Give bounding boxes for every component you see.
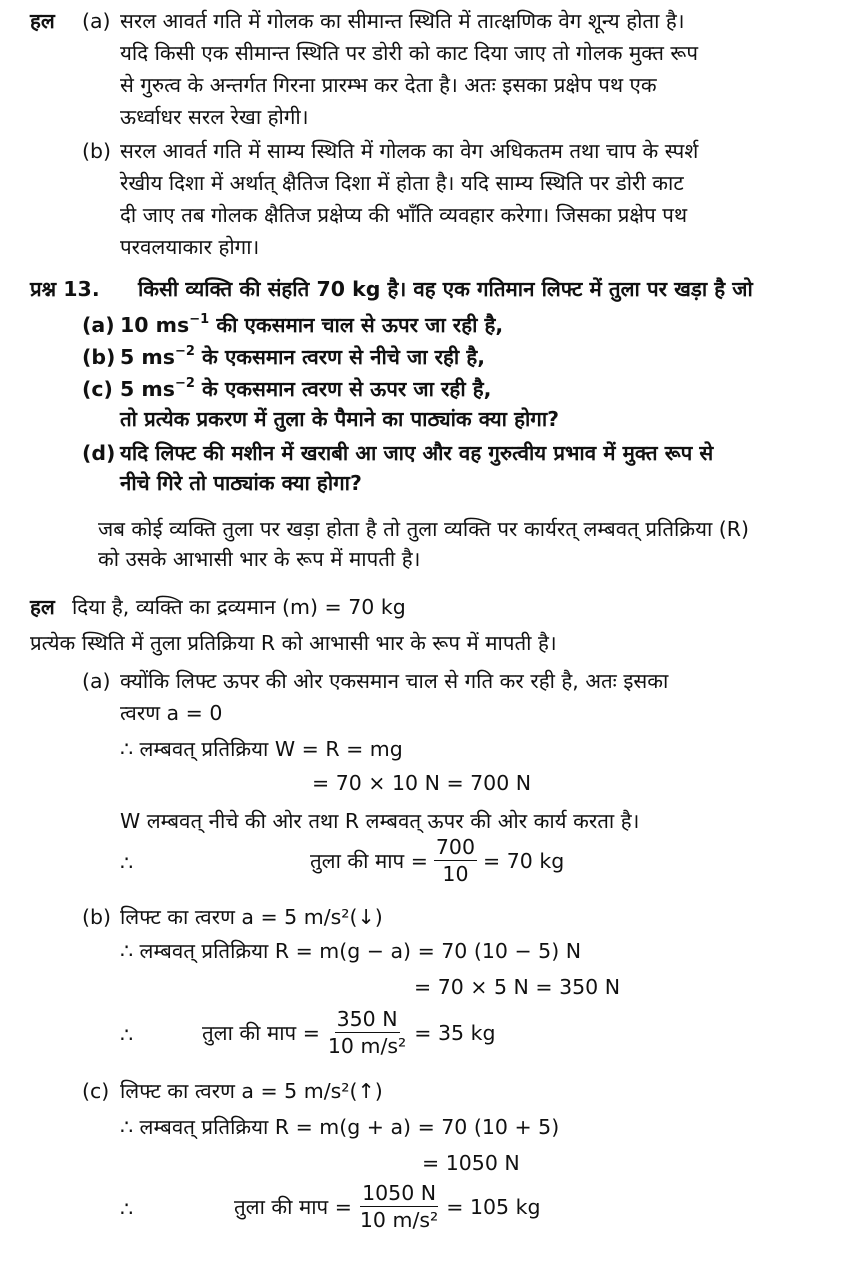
fraction-numerator: 1050 N <box>362 1181 437 1205</box>
fraction <box>326 1006 408 1059</box>
question-part-c-label: (c) <box>82 377 113 401</box>
hal1-a-line-1: सरल आवर्त गति में गोलक का सीमान्त स्थिति में तात्क्षणिक वेग शून्य होता है। <box>120 9 685 33</box>
hal1-a-line-4: ऊर्ध्वाधर सरल रेखा होगी। <box>120 105 309 129</box>
part-b-label: (b) <box>82 139 112 163</box>
scale-result: = 105 kg <box>446 1194 541 1219</box>
therefore-symbol-a: ∴ <box>120 851 134 875</box>
hal-label-1: हल <box>30 9 55 33</box>
scale-label: तुला की माप = <box>202 1020 320 1045</box>
question-part-d-line-1: यदि लिफ्ट की मशीन में खराबी आ जाए और वह गुरुत्वीय प्रभाव में मुक्त रूप से <box>120 441 714 465</box>
question-part-b-text: 5 $ms^{-2}$ के एकसमान त्वरण से नीचे जा रही है, <box>120 344 486 369</box>
solution-c-acceleration: लिफ्ट का त्वरण a = 5 m/s²(↑) <box>120 1079 383 1103</box>
solution-b-scale-reading <box>202 1006 495 1059</box>
question-part-d-label: (d) <box>82 441 116 465</box>
solution-c-equation-1: ∴ लम्बवत् प्रतिक्रिया R = m(g + a) = 70 (10 + 5) <box>120 1115 560 1139</box>
question-part-b-label: (b) <box>82 345 116 369</box>
scale-label: तुला की माप = <box>310 848 428 873</box>
fraction-numerator: 350 N <box>336 1007 398 1031</box>
solution-b-equation-2: = 70 × 5 N = 350 N <box>414 975 621 999</box>
scale-result: = 35 kg <box>414 1020 496 1045</box>
question-part-d-line-2: नीचे गिरे तो पाठ्यांक क्या होगा? <box>120 471 362 495</box>
hal1-b-line-1: सरल आवर्त गति में साम्य स्थिति में गोलक का वेग अधिकतम तथा चाप के स्पर्श <box>120 139 699 163</box>
scale-result: = 70 kg <box>483 848 565 873</box>
question-label: प्रश्न 13. <box>30 277 100 301</box>
question-part-a-label: (a) <box>82 313 115 337</box>
scale-label: तुला की माप = <box>234 1194 352 1219</box>
hal1-a-line-2: यदि किसी एक सीमान्त स्थिति पर डोरी को काट दिया जाए तो गोलक मुक्त रूप <box>120 41 698 65</box>
solution-a-equation-1: ∴ लम्बवत् प्रतिक्रिया W = R = mg <box>120 737 403 761</box>
hal1-b-line-4: परवलयाकार होगा। <box>120 235 260 259</box>
fraction-numerator: 700 <box>435 835 476 859</box>
question-part-a-text: 10 $ms^{-1}$ की एकसमान चाल से ऊपर जा रही है, <box>120 312 504 337</box>
part-a-label: (a) <box>82 9 111 33</box>
question-intro: किसी व्यक्ति की संहति 70 kg है। वह एक गतिमान लिफ्ट में तुला पर खड़ा है जो <box>138 277 753 301</box>
solution-a-line-1: क्योंकि लिफ्ट ऊपर की ओर एकसमान चाल से गति कर रही है, अतः इसका <box>120 669 669 693</box>
solution-a-line-2: त्वरण a = 0 <box>120 701 223 725</box>
solution-c-equation-2: = 1050 N <box>422 1151 520 1175</box>
solution-part-a-label: (a) <box>82 669 111 693</box>
given-line: दिया है, व्यक्ति का द्रव्यमान (m) = 70 kg <box>72 595 406 619</box>
fraction-denominator: 10 m/s² <box>327 1034 407 1058</box>
solution-a-note: W लम्बवत् नीचे की ओर तथा R लम्बवत् ऊपर की ओर कार्य करता है। <box>120 809 640 833</box>
hal1-b-line-3: दी जाए तब गोलक क्षैतिज प्रक्षेप्य की भाँति व्यवहार करेगा। जिसका प्रक्षेप पथ <box>120 203 688 227</box>
fraction-denominator: 10 m/s² <box>359 1208 439 1232</box>
solution-c-scale-reading <box>234 1180 541 1233</box>
solution-b-equation-1: ∴ लम्बवत् प्रतिक्रिया R = m(g − a) = 70 (10 − 5) N <box>120 939 582 963</box>
solution-part-c-label: (c) <box>82 1079 110 1103</box>
fraction <box>358 1180 440 1233</box>
therefore-symbol-b: ∴ <box>120 1023 134 1047</box>
hal1-a-line-3: से गुरुत्व के अन्तर्गत गिरना प्रारम्भ कर देता है। अतः इसका प्रक्षेप पथ एक <box>120 73 657 97</box>
question-part-c-follow: तो प्रत्येक प्रकरण में तुला के पैमाने का पाठ्यांक क्या होगा? <box>120 407 560 431</box>
question-part-c-text: 5 $ms^{-2}$ के एकसमान त्वरण से ऊपर जा रही है, <box>120 376 492 401</box>
fraction-denominator: 10 <box>442 862 469 886</box>
principle-line: प्रत्येक स्थिति में तुला प्रतिक्रिया R को आभासी भार के रूप में मापती है। <box>30 631 557 655</box>
hal-label-2: हल <box>30 595 55 619</box>
note-line-1: जब कोई व्यक्ति तुला पर खड़ा होता है तो तुला व्यक्ति पर कार्यरत् लम्बवत् प्रतिक्रिया (R) <box>98 517 750 541</box>
solution-part-b-label: (b) <box>82 905 112 929</box>
solution-a-scale-reading <box>310 834 564 887</box>
note-line-2: को उसके आभासी भार के रूप में मापती है। <box>98 547 421 571</box>
solution-b-acceleration: लिफ्ट का त्वरण a = 5 m/s²(↓) <box>120 905 383 929</box>
solution-a-equation-2: = 70 × 10 N = 700 N <box>312 771 532 795</box>
therefore-symbol-c: ∴ <box>120 1197 134 1221</box>
hal1-b-line-2: रेखीय दिशा में अर्थात् क्षैतिज दिशा में होता है। यदि साम्य स्थिति पर डोरी काट <box>120 171 684 195</box>
fraction <box>434 834 477 887</box>
